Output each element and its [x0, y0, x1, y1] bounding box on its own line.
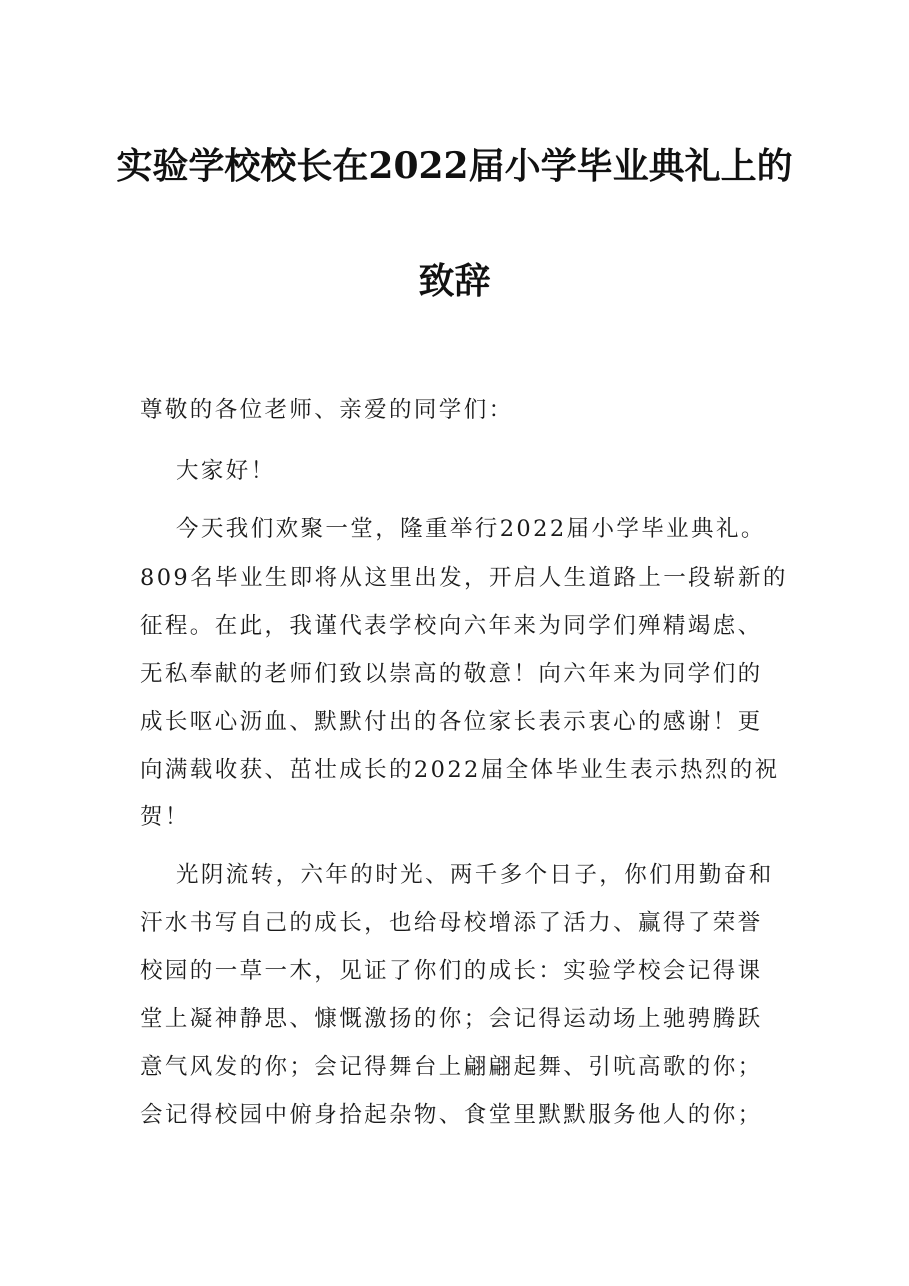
paragraph-2-line: 会记得校园中俯身拾起杂物、食堂里默默服务他人的你；: [140, 1102, 763, 1128]
paragraph-2-line: 意气风发的你；会记得舞台上翩翩起舞、引吭高歌的你；: [140, 1054, 763, 1080]
paragraph-1-line: 今天我们欢聚一堂，隆重举行2022届小学毕业典礼。: [176, 516, 766, 542]
paragraph-2-line: 汗水书写自己的成长，也给母校增添了活力、赢得了荣誉: [140, 910, 763, 936]
paragraph-1-line: 征程。在此，我谨代表学校向六年来为同学们殚精竭虑、: [140, 613, 763, 639]
document-title-line-1: 实验学校校长在2022届小学毕业典礼上的: [116, 145, 793, 187]
paragraph-2-line: 光阴流转，六年的时光、两千多个日子，你们用勤奋和: [176, 862, 774, 888]
paragraph-1-line: 无私奉献的老师们致以崇高的敬意！向六年来为同学们的: [140, 661, 763, 687]
paragraph-2-line: 校园的一草一木，见证了你们的成长：实验学校会记得课: [140, 958, 763, 984]
paragraph-1-line: 向满载收获、茁壮成长的2022届全体毕业生表示热烈的祝: [140, 757, 780, 783]
paragraph-2-line: 堂上凝神静思、慷慨激扬的你；会记得运动场上驰骋腾跃: [140, 1006, 763, 1032]
document-title-line-2: 致辞: [418, 260, 491, 302]
paragraph-1-line: 贺！: [140, 804, 190, 830]
salutation: 尊敬的各位老师、亲爱的同学们：: [140, 397, 514, 423]
greeting: 大家好！: [176, 458, 276, 484]
paragraph-1-line: 成长呕心沥血、默默付出的各位家长表示衷心的感谢！更: [140, 709, 763, 735]
paragraph-1-line: 809名毕业生即将从这里出发，开启人生道路上一段崭新的: [140, 565, 788, 591]
